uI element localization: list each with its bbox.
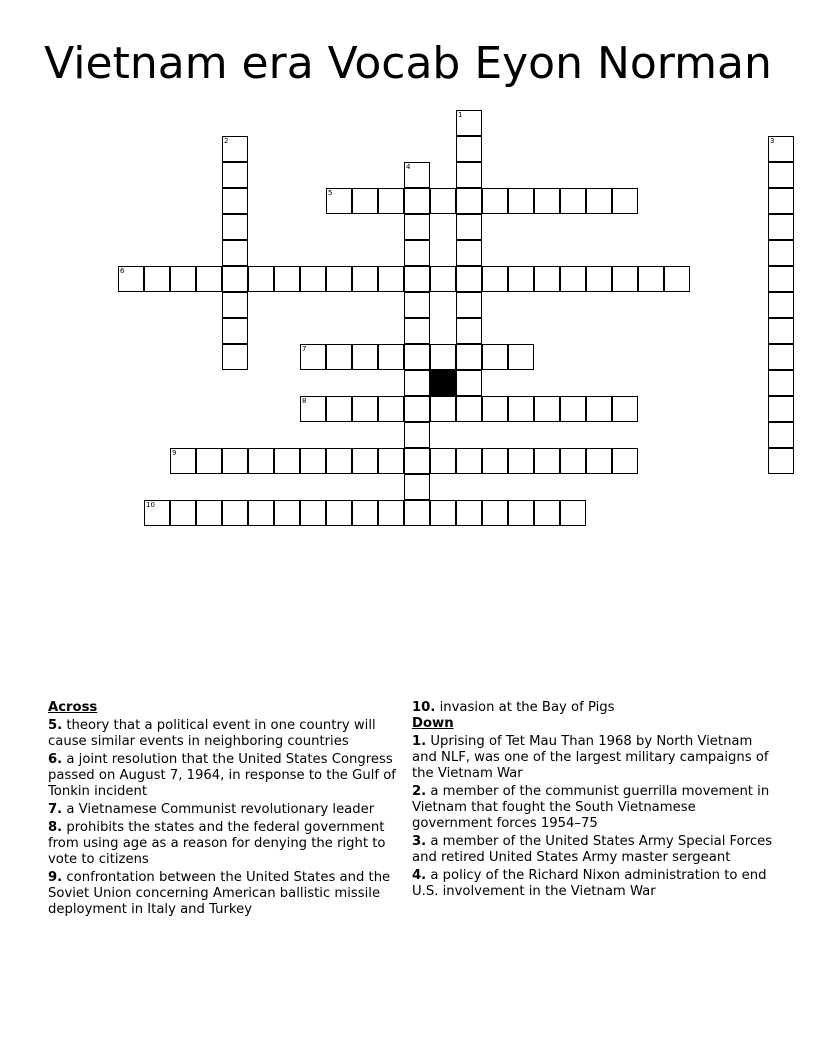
across-clue-overflow [412, 700, 778, 716]
across-clue-list [48, 718, 396, 918]
across-clue [48, 802, 396, 818]
grid-cell[interactable] [534, 266, 560, 292]
clue-number-label: 3 [770, 137, 775, 145]
grid-cell[interactable] [352, 188, 378, 214]
grid-cell[interactable] [196, 266, 222, 292]
grid-cell[interactable] [404, 240, 430, 266]
grid-cell[interactable] [378, 266, 404, 292]
down-clue-list [412, 734, 778, 900]
clues-left-column [48, 700, 396, 918]
grid-cell[interactable] [456, 344, 482, 370]
grid-cell[interactable] [768, 344, 794, 370]
grid-cell[interactable] [586, 396, 612, 422]
clue-number: 8. [48, 820, 63, 835]
clue-text: invasion at the Bay of Pigs [439, 700, 615, 715]
grid-cell[interactable] [196, 448, 222, 474]
down-clue [412, 834, 778, 866]
grid-cell[interactable] [430, 188, 456, 214]
clue-number: 7. [48, 802, 63, 817]
grid-cell[interactable] [326, 448, 352, 474]
grid-cell[interactable] [326, 188, 352, 214]
grid-cell[interactable] [768, 370, 794, 396]
grid-cell[interactable] [144, 266, 170, 292]
clues-section [48, 700, 778, 960]
grid-cell[interactable] [274, 266, 300, 292]
grid-cell[interactable] [326, 500, 352, 526]
grid-cell[interactable] [222, 448, 248, 474]
clue-number: 9. [48, 870, 63, 885]
grid-cell[interactable] [560, 188, 586, 214]
across-clue [48, 752, 396, 800]
grid-cell[interactable] [118, 266, 144, 292]
grid-cell[interactable] [378, 344, 404, 370]
grid-cell[interactable] [456, 396, 482, 422]
grid-cell[interactable] [222, 292, 248, 318]
grid-cell[interactable] [352, 396, 378, 422]
grid-cell[interactable] [456, 110, 482, 136]
grid-cell[interactable] [352, 344, 378, 370]
grid-cell[interactable] [586, 188, 612, 214]
grid-cell[interactable] [170, 448, 196, 474]
grid-cell[interactable] [768, 240, 794, 266]
clue-number-label: 6 [120, 267, 125, 275]
grid-cell[interactable] [248, 266, 274, 292]
grid-cell[interactable] [456, 500, 482, 526]
grid-cell[interactable] [430, 448, 456, 474]
clue-number: 6. [48, 752, 63, 767]
clue-text: a member of the communist guerrilla movement in Vietnam that fought the South Vietnamese government forces 1954–75 [412, 784, 770, 831]
clue-number: 5. [48, 718, 63, 733]
grid-cell[interactable] [404, 344, 430, 370]
grid-cell[interactable] [378, 448, 404, 474]
grid-cell[interactable] [586, 266, 612, 292]
clue-text: confrontation between the United States and the Soviet Union concerning American ballistic missile deployment in Italy and Turkey [48, 870, 391, 917]
grid-cell[interactable] [768, 266, 794, 292]
grid-cell[interactable] [352, 266, 378, 292]
grid-cell[interactable] [534, 396, 560, 422]
grid-cell[interactable] [404, 292, 430, 318]
down-clue [412, 868, 778, 900]
grid-cell[interactable] [222, 266, 248, 292]
grid-cell[interactable] [768, 396, 794, 422]
grid-cell[interactable] [300, 500, 326, 526]
grid-cell[interactable] [560, 266, 586, 292]
grid-cell[interactable] [612, 396, 638, 422]
grid-cell[interactable] [768, 162, 794, 188]
grid-cell[interactable] [768, 136, 794, 162]
across-clue [48, 820, 396, 868]
grid-cell[interactable] [456, 266, 482, 292]
grid-cell[interactable] [248, 448, 274, 474]
grid-cell[interactable] [508, 188, 534, 214]
grid-cell[interactable] [404, 162, 430, 188]
grid-cell[interactable] [378, 188, 404, 214]
grid-cell[interactable] [326, 344, 352, 370]
grid-cell[interactable] [404, 370, 430, 396]
puzzle-title: Vietnam era Vocab Eyon Norman [44, 38, 772, 89]
grid-cell[interactable] [768, 422, 794, 448]
grid-cell[interactable] [456, 136, 482, 162]
grid-cell[interactable] [560, 500, 586, 526]
clue-text: Uprising of Tet Mau Than 1968 by North Vietnam and NLF, was one of the largest military campaigns of the Vietnam War [412, 734, 769, 781]
grid-cell[interactable] [222, 318, 248, 344]
clue-number-label: 9 [172, 449, 177, 457]
clue-text: a joint resolution that the United States Congress passed on August 7, 1964, in response to the Gulf of Tonkin incident [48, 752, 396, 799]
grid-cell[interactable] [222, 240, 248, 266]
grid-cell[interactable] [482, 448, 508, 474]
down-clue [412, 734, 778, 782]
grid-cell[interactable] [404, 214, 430, 240]
across-clue [48, 870, 396, 918]
grid-cell[interactable] [222, 162, 248, 188]
clue-number-label: 8 [302, 397, 307, 405]
clue-text: theory that a political event in one country will cause similar events in neighboring countries [48, 718, 376, 749]
clue-text: a member of the United States Army Special Forces and retired United States Army master sergeant [412, 834, 773, 865]
grid-cell[interactable] [456, 240, 482, 266]
grid-cell[interactable] [456, 370, 482, 396]
grid-cell[interactable] [508, 396, 534, 422]
clue-number-label: 4 [406, 163, 411, 171]
clue-number-label: 2 [224, 137, 229, 145]
clues-right-column [412, 700, 778, 900]
grid-cell[interactable] [638, 266, 664, 292]
grid-cell[interactable] [222, 136, 248, 162]
grid-cell[interactable] [274, 500, 300, 526]
grid-cell[interactable] [300, 344, 326, 370]
grid-cell[interactable] [508, 448, 534, 474]
grid-cell[interactable] [404, 318, 430, 344]
grid-cell[interactable] [430, 396, 456, 422]
grid-cell[interactable] [430, 266, 456, 292]
grid-cell[interactable] [664, 266, 690, 292]
clue-number-label: 10 [146, 501, 155, 509]
grid-cell[interactable] [508, 266, 534, 292]
grid-cell[interactable] [456, 448, 482, 474]
clue-text: a Vietnamese Communist revolutionary leader [66, 802, 375, 817]
grid-cell[interactable] [612, 266, 638, 292]
grid-cell[interactable] [326, 396, 352, 422]
down-clue [412, 784, 778, 832]
grid-cell[interactable] [534, 188, 560, 214]
grid-cell[interactable] [352, 500, 378, 526]
black-square [430, 370, 456, 396]
grid-cell[interactable] [534, 448, 560, 474]
clue-number: 1. [412, 734, 427, 749]
clue-number-label: 7 [302, 345, 307, 353]
grid-cell[interactable] [456, 214, 482, 240]
grid-cell[interactable] [378, 396, 404, 422]
grid-cell[interactable] [300, 448, 326, 474]
grid-cell[interactable] [534, 500, 560, 526]
grid-cell[interactable] [170, 500, 196, 526]
grid-cell[interactable] [378, 500, 404, 526]
grid-cell[interactable] [404, 266, 430, 292]
grid-cell[interactable] [768, 214, 794, 240]
grid-cell[interactable] [482, 188, 508, 214]
grid-cell[interactable] [404, 188, 430, 214]
grid-cell[interactable] [196, 500, 222, 526]
grid-cell[interactable] [768, 292, 794, 318]
grid-cell[interactable] [612, 448, 638, 474]
clue-number: 10. [412, 700, 436, 715]
grid-cell[interactable] [482, 500, 508, 526]
grid-cell[interactable] [612, 188, 638, 214]
grid-cell[interactable] [144, 500, 170, 526]
grid-cell[interactable] [768, 318, 794, 344]
grid-cell[interactable] [222, 500, 248, 526]
grid-cell[interactable] [170, 266, 196, 292]
clue-number: 3. [412, 834, 427, 849]
clue-number: 2. [412, 784, 427, 799]
grid-cell[interactable] [300, 396, 326, 422]
grid-cell[interactable] [456, 318, 482, 344]
grid-cell[interactable] [508, 344, 534, 370]
grid-cell[interactable] [404, 396, 430, 422]
grid-cell[interactable] [456, 188, 482, 214]
grid-cell[interactable] [482, 396, 508, 422]
clue-text: prohibits the states and the federal government from using age as a reason for denying the right to vote to citizens [48, 820, 386, 867]
grid-cell[interactable] [248, 500, 274, 526]
grid-cell[interactable] [404, 448, 430, 474]
grid-cell[interactable] [274, 448, 300, 474]
grid-cell[interactable] [456, 162, 482, 188]
grid-cell[interactable] [586, 448, 612, 474]
grid-cell[interactable] [482, 266, 508, 292]
across-heading: Across [48, 700, 98, 715]
grid-cell[interactable] [404, 500, 430, 526]
down-heading: Down [412, 716, 454, 731]
grid-cell[interactable] [404, 474, 430, 500]
grid-cell[interactable] [352, 448, 378, 474]
grid-cell[interactable] [430, 344, 456, 370]
grid-cell[interactable] [222, 188, 248, 214]
clue-text: a policy of the Richard Nixon administration to end U.S. involvement in the Vietnam War [412, 868, 767, 899]
grid-cell[interactable] [430, 500, 456, 526]
grid-cell[interactable] [482, 344, 508, 370]
grid-cell[interactable] [456, 292, 482, 318]
grid-cell[interactable] [768, 448, 794, 474]
clue-number-label: 1 [458, 111, 463, 119]
grid-cell[interactable] [404, 422, 430, 448]
across-clue [412, 700, 778, 716]
grid-cell[interactable] [560, 396, 586, 422]
grid-cell[interactable] [222, 214, 248, 240]
clue-number: 4. [412, 868, 427, 883]
grid-cell[interactable] [300, 266, 326, 292]
grid-cell[interactable] [560, 448, 586, 474]
grid-cell[interactable] [768, 188, 794, 214]
grid-cell[interactable] [326, 266, 352, 292]
across-clue [48, 718, 396, 750]
clue-number-label: 5 [328, 189, 333, 197]
grid-cell[interactable] [222, 344, 248, 370]
grid-cell[interactable] [508, 500, 534, 526]
